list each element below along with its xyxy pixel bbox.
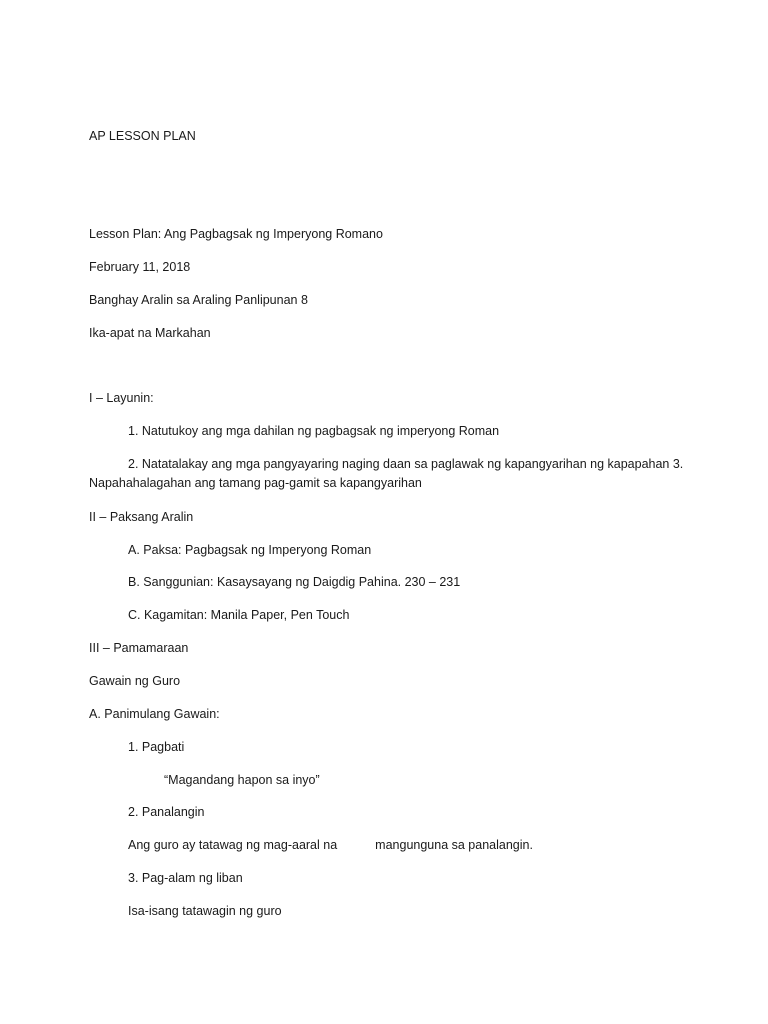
section-paksang-aralin-heading: II – Paksang Aralin xyxy=(89,510,194,524)
lesson-date: February 11, 2018 xyxy=(89,260,191,274)
layunin-item-2-line1: 2. Natatalakay ang mga pangyayaring naging daan sa paglawak ng kapangyarihan ng kapapahan 3. xyxy=(128,457,684,471)
layunin-item-1: 1. Natutukoy ang mga dahilan ng pagbagsak ng imperyong Roman xyxy=(128,424,500,438)
pag-alam-ng-liban-item: 3. Pag-alam ng liban xyxy=(128,871,243,885)
gawain-ng-guro: Gawain ng Guro xyxy=(89,674,181,688)
pagbati-quote: “Magandang hapon sa inyo” xyxy=(164,773,320,787)
sanggunian-item: B. Sanggunian: Kasaysayang ng Daigdig Pahina. 230 – 231 xyxy=(128,575,461,589)
panalangin-text xyxy=(128,837,533,853)
section-layunin-heading: I – Layunin: xyxy=(89,391,154,405)
document-title: AP LESSON PLAN xyxy=(89,129,196,143)
layunin-item-2-line2: Napahahalagahan ang tamang pag-gamit sa kapangyarihan xyxy=(89,476,422,490)
kagamitan-item: C. Kagamitan: Manila Paper, Pen Touch xyxy=(128,608,350,622)
pagbati-item: 1. Pagbati xyxy=(128,740,185,754)
liban-text: Isa-isang tatawagin ng guro xyxy=(128,904,282,918)
panalangin-item: 2. Panalangin xyxy=(128,805,205,819)
panalangin-text-part2: mangunguna sa panalangin. xyxy=(375,838,533,852)
lesson-plan-title: Lesson Plan: Ang Pagbagsak ng Imperyong Romano xyxy=(89,227,383,241)
section-pamamaraan-heading: III – Pamamaraan xyxy=(89,641,189,655)
paksa-item: A. Paksa: Pagbagsak ng Imperyong Roman xyxy=(128,543,372,557)
panalangin-text-part1: Ang guro ay tatawag ng mag-aaral na xyxy=(128,838,338,852)
panimulang-gawain: A. Panimulang Gawain: xyxy=(89,707,220,721)
banghay-aralin: Banghay Aralin sa Araling Panlipunan 8 xyxy=(89,293,308,307)
markahan: Ika-apat na Markahan xyxy=(89,326,211,340)
